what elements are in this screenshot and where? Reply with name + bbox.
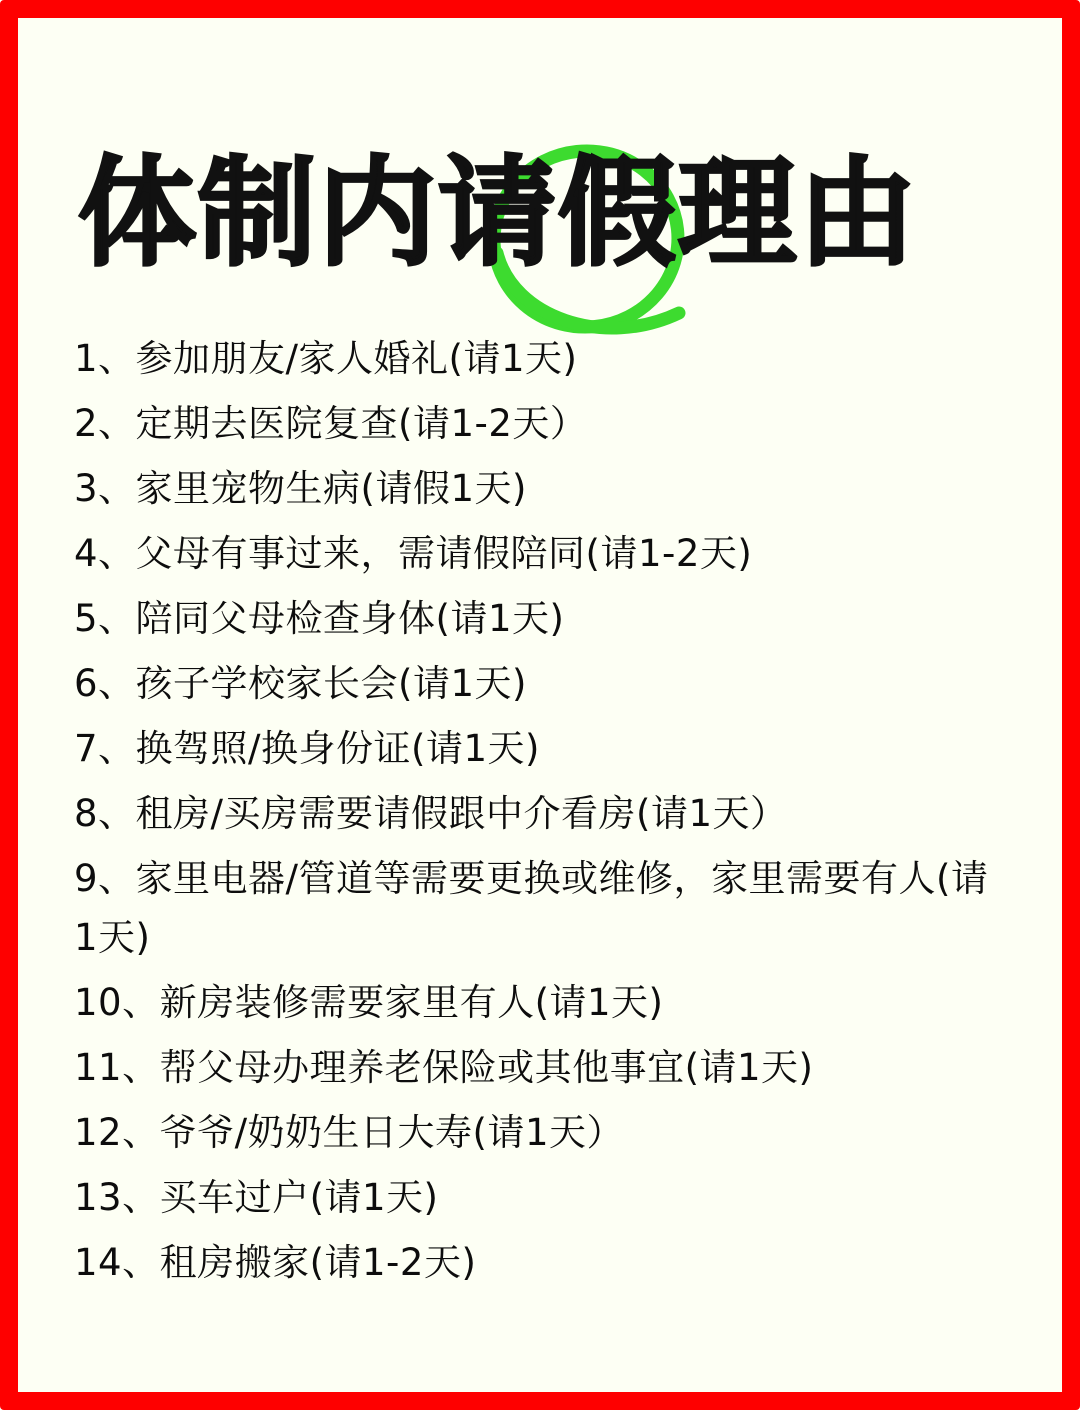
list-item: 2、定期去医院复查(请1-2天） [74,401,588,445]
list-item: 4、父母有事过来，需请假陪同(请1-2天) [74,531,753,575]
list-item: 1、参加朋友/家人婚礼(请1天) [74,337,578,381]
list-item: 13、买车过户(请1天) [74,1176,439,1220]
list-item: 8、租房/买房需要请假跟中介看房(请1天） [74,791,788,835]
list-item: 12、爷爷/奶奶生日大寿(请1天） [74,1111,625,1155]
title-area [68,123,1012,323]
reason-list [68,329,1012,1293]
list-item: 14、租房搬家(请1-2天) [74,1241,477,1285]
list-item: 5、陪同父母检查身体(请1天) [74,596,565,640]
poster-inner [34,34,1046,1376]
list-item: 10、新房装修需要家里有人(请1天) [74,981,664,1025]
list-item: 11、帮父母办理养老保险或其他事宜(请1天) [74,1046,814,1090]
page-title: 体制内请假理由 [78,144,919,283]
list-item: 9、家里电器/管道等需要更换或维修，家里需要有人(请1天) [74,856,989,960]
list-item: 7、换驾照/换身份证(请1天) [74,726,540,770]
list-item: 3、家里宠物生病(请假1天) [74,466,527,510]
list-item: 6、孩子学校家长会(请1天) [74,661,527,705]
